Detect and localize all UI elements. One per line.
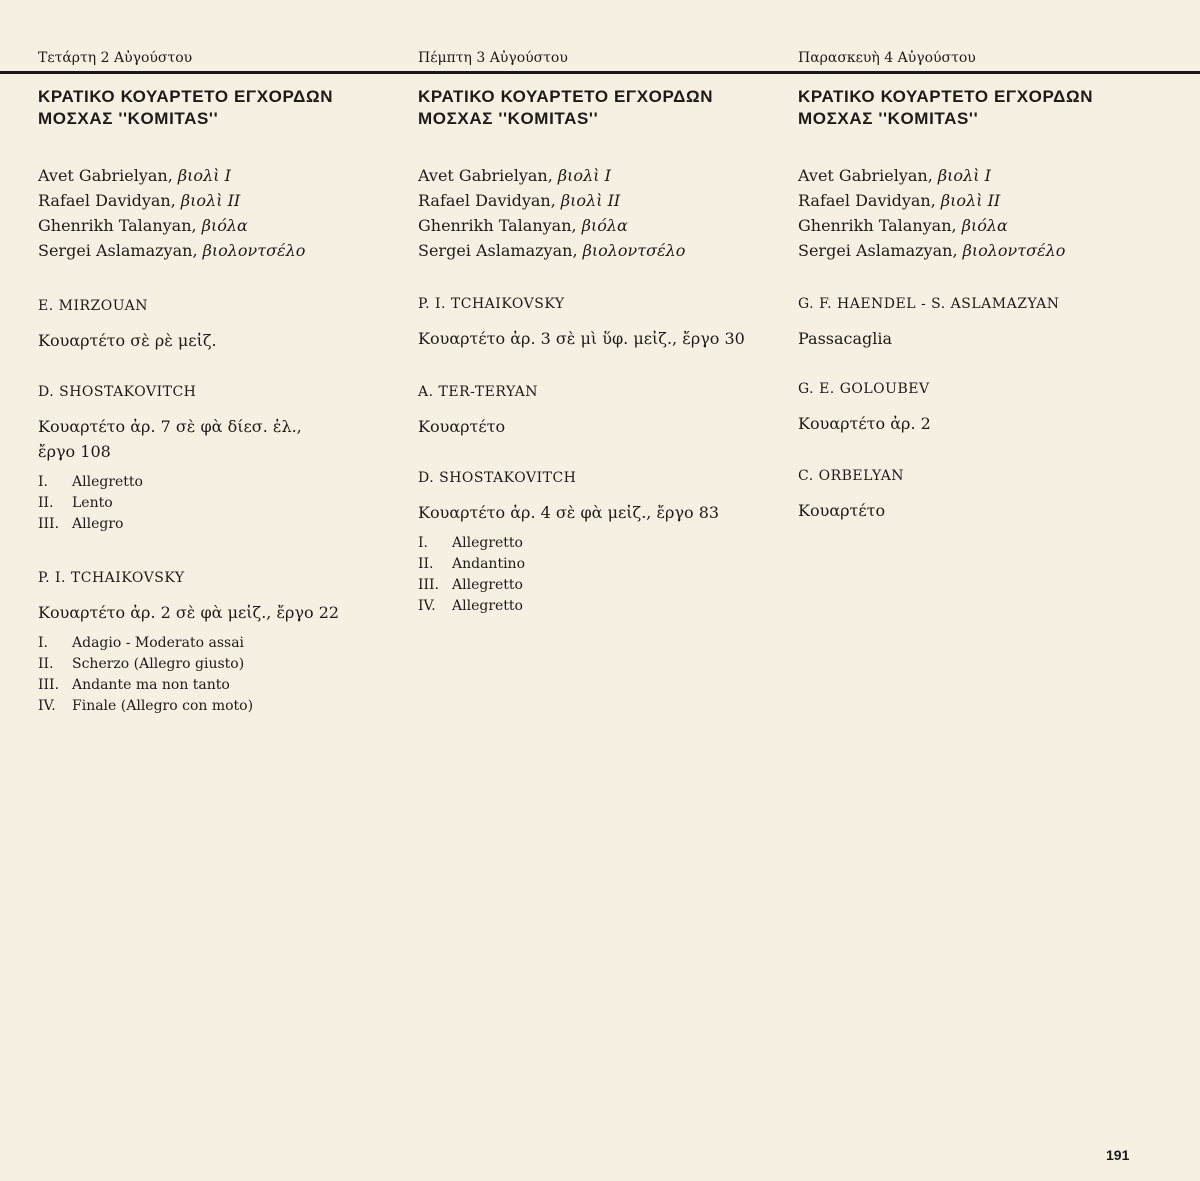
movement [38,675,339,696]
movement-number: II. [38,495,54,511]
movement-name: Andantino [452,556,526,572]
column-date: Παρασκευὴ 4 Αὐγούστου [798,50,976,66]
composer-name: P. I. TCHAIKOVSKY [418,296,565,312]
ensemble-line-1: ΚΡΑΤΙΚΟ ΚΟΥΑΡΤΕΤΟ ΕΓΧΟΡΔΩΝ [418,87,714,106]
ensemble-title [798,86,1093,130]
performer [418,163,685,188]
ensemble-line-2: ΜΟΣΧΑΣ ''KOMITAS'' [798,109,979,128]
movement [38,654,339,675]
movement-name: Allegretto [452,535,523,551]
work-title: Κουαρτέτο ἀρ. 4 σὲ φὰ μεἰζ., ἔργο 83 [418,503,720,522]
ensemble-line-1: ΚΡΑΤΙΚΟ ΚΟΥΑΡΤΕΤΟ ΕΓΧΟΡΔΩΝ [798,87,1094,106]
performer-name: Avet Gabrielyan, [38,166,178,185]
work-title: Κουαρτέτο [418,417,506,436]
performer [798,188,1065,213]
movement [418,596,719,617]
work-title: Κουαρτέτο ἀρ. 7 σὲ φὰ δίεσ. ἐλ., ἔργο 108 [38,417,302,461]
performer-name: Ghenrikh Talanyan, [418,216,582,235]
movement-name: Adagio - Moderato assai [72,635,245,651]
composer-name: G. E. GOLOUBEV [798,381,930,397]
movement [418,575,719,596]
performer-name: Ghenrikh Talanyan, [798,216,962,235]
movement [418,533,719,554]
movement-number: III. [418,577,440,593]
performer-name: Sergei Aslamazyan, [798,241,963,260]
performer [38,238,305,263]
work-title: Κουαρτέτο ἀρ. 3 σὲ μὶ ὕφ. μεἰζ., ἔργο 30 [418,329,745,348]
movement [418,554,719,575]
performer-role: βιολοντσέλο [962,241,1066,260]
movement-name: Lento [72,495,113,511]
composer-name: A. TER-TERYAN [418,384,539,400]
performer-role: βιολὶ I [177,166,231,185]
performer-name: Avet Gabrielyan, [798,166,938,185]
performer [798,238,1065,263]
header-rule [0,71,1200,74]
work-item [418,470,719,617]
ensemble-title [38,86,333,130]
performer-role: βιολὶ II [180,191,241,210]
performer-name: Avet Gabrielyan, [418,166,558,185]
composer-name: E. MIRZOUAN [38,298,148,314]
movements-list [418,533,719,617]
performer-name: Rafael Davidyan, [418,191,561,210]
movement-number: II. [38,656,54,672]
work-item [418,296,745,351]
work-item [38,298,217,353]
performer [38,163,305,188]
movement-name: Scherzo (Allegro giusto) [72,656,245,672]
performer-role: βιολὶ II [560,191,621,210]
work-title: Passacaglia [798,329,893,348]
movement-name: Finale (Allegro con moto) [72,698,254,714]
movement-name: Andante ma non tanto [72,677,230,693]
work-item [798,296,1059,351]
performer-name: Sergei Aslamazyan, [38,241,203,260]
performer-role: βιολοντσέλο [202,241,306,260]
movement-number: III. [38,677,60,693]
movement-number: I. [38,635,48,651]
performer [38,213,305,238]
movement-number: I. [418,535,428,551]
movement-name: Allegretto [452,577,523,593]
work-item [798,381,931,436]
performer-name: Rafael Davidyan, [798,191,941,210]
movement-number: IV. [38,698,56,714]
movement [38,633,339,654]
performer-name: Sergei Aslamazyan, [418,241,583,260]
movement [38,472,338,493]
work-item [798,468,904,523]
movement [38,514,338,535]
performer [418,238,685,263]
work-title: Κουαρτέτο ἀρ. 2 σὲ φὰ μεἰζ., ἔργο 22 [38,603,340,622]
performer [798,213,1065,238]
work-item [38,570,339,717]
movements-list [38,633,339,717]
performer-role: βιολὶ II [940,191,1001,210]
movement-name: Allegro [72,516,124,532]
movements-list [38,472,338,535]
performer-role: βιόλα [961,216,1008,235]
composer-name: G. F. HAENDEL - S. ASLAMAZYAN [798,296,1060,312]
performer-role: βιολὶ I [937,166,991,185]
ensemble-title [418,86,713,130]
performer-name: Ghenrikh Talanyan, [38,216,202,235]
movement-number: III. [38,516,60,532]
performer-role: βιόλα [201,216,248,235]
column-date: Πέμπτη 3 Αὐγούστου [418,50,568,66]
movement [38,696,339,717]
performer [418,188,685,213]
ensemble-line-2: ΜΟΣΧΑΣ ''KOMITAS'' [38,109,219,128]
work-title: Κουαρτέτο [798,501,886,520]
performer-role: βιόλα [581,216,628,235]
performers-list [38,163,305,263]
page-number: 191 [1106,1147,1130,1163]
work-title: Κουαρτέτο ἀρ. 2 [798,414,931,433]
composer-name: D. SHOSTAKOVITCH [38,384,197,400]
performer-role: βιολοντσέλο [582,241,686,260]
movement-name: Allegretto [452,598,523,614]
ensemble-line-2: ΜΟΣΧΑΣ ''KOMITAS'' [418,109,599,128]
column-date: Τετάρτη 2 Αὐγούστου [38,50,193,66]
ensemble-line-1: ΚΡΑΤΙΚΟ ΚΟΥΑΡΤΕΤΟ ΕΓΧΟΡΔΩΝ [38,87,334,106]
work-title: Κουαρτέτο σὲ ρὲ μεἰζ. [38,331,217,350]
performer [798,163,1065,188]
performer [418,213,685,238]
composer-name: D. SHOSTAKOVITCH [418,470,577,486]
performer-name: Rafael Davidyan, [38,191,181,210]
movement-number: I. [38,474,48,490]
movement-number: II. [418,556,434,572]
composer-name: C. ORBELYAN [798,468,905,484]
movement [38,493,338,514]
movement-number: IV. [418,598,436,614]
composer-name: P. I. TCHAIKOVSKY [38,570,185,586]
performer-role: βιολὶ I [557,166,611,185]
work-item [418,384,538,439]
movement-name: Allegretto [72,474,143,490]
work-item [38,384,338,535]
performer [38,188,305,213]
performers-list [798,163,1065,263]
performers-list [418,163,685,263]
